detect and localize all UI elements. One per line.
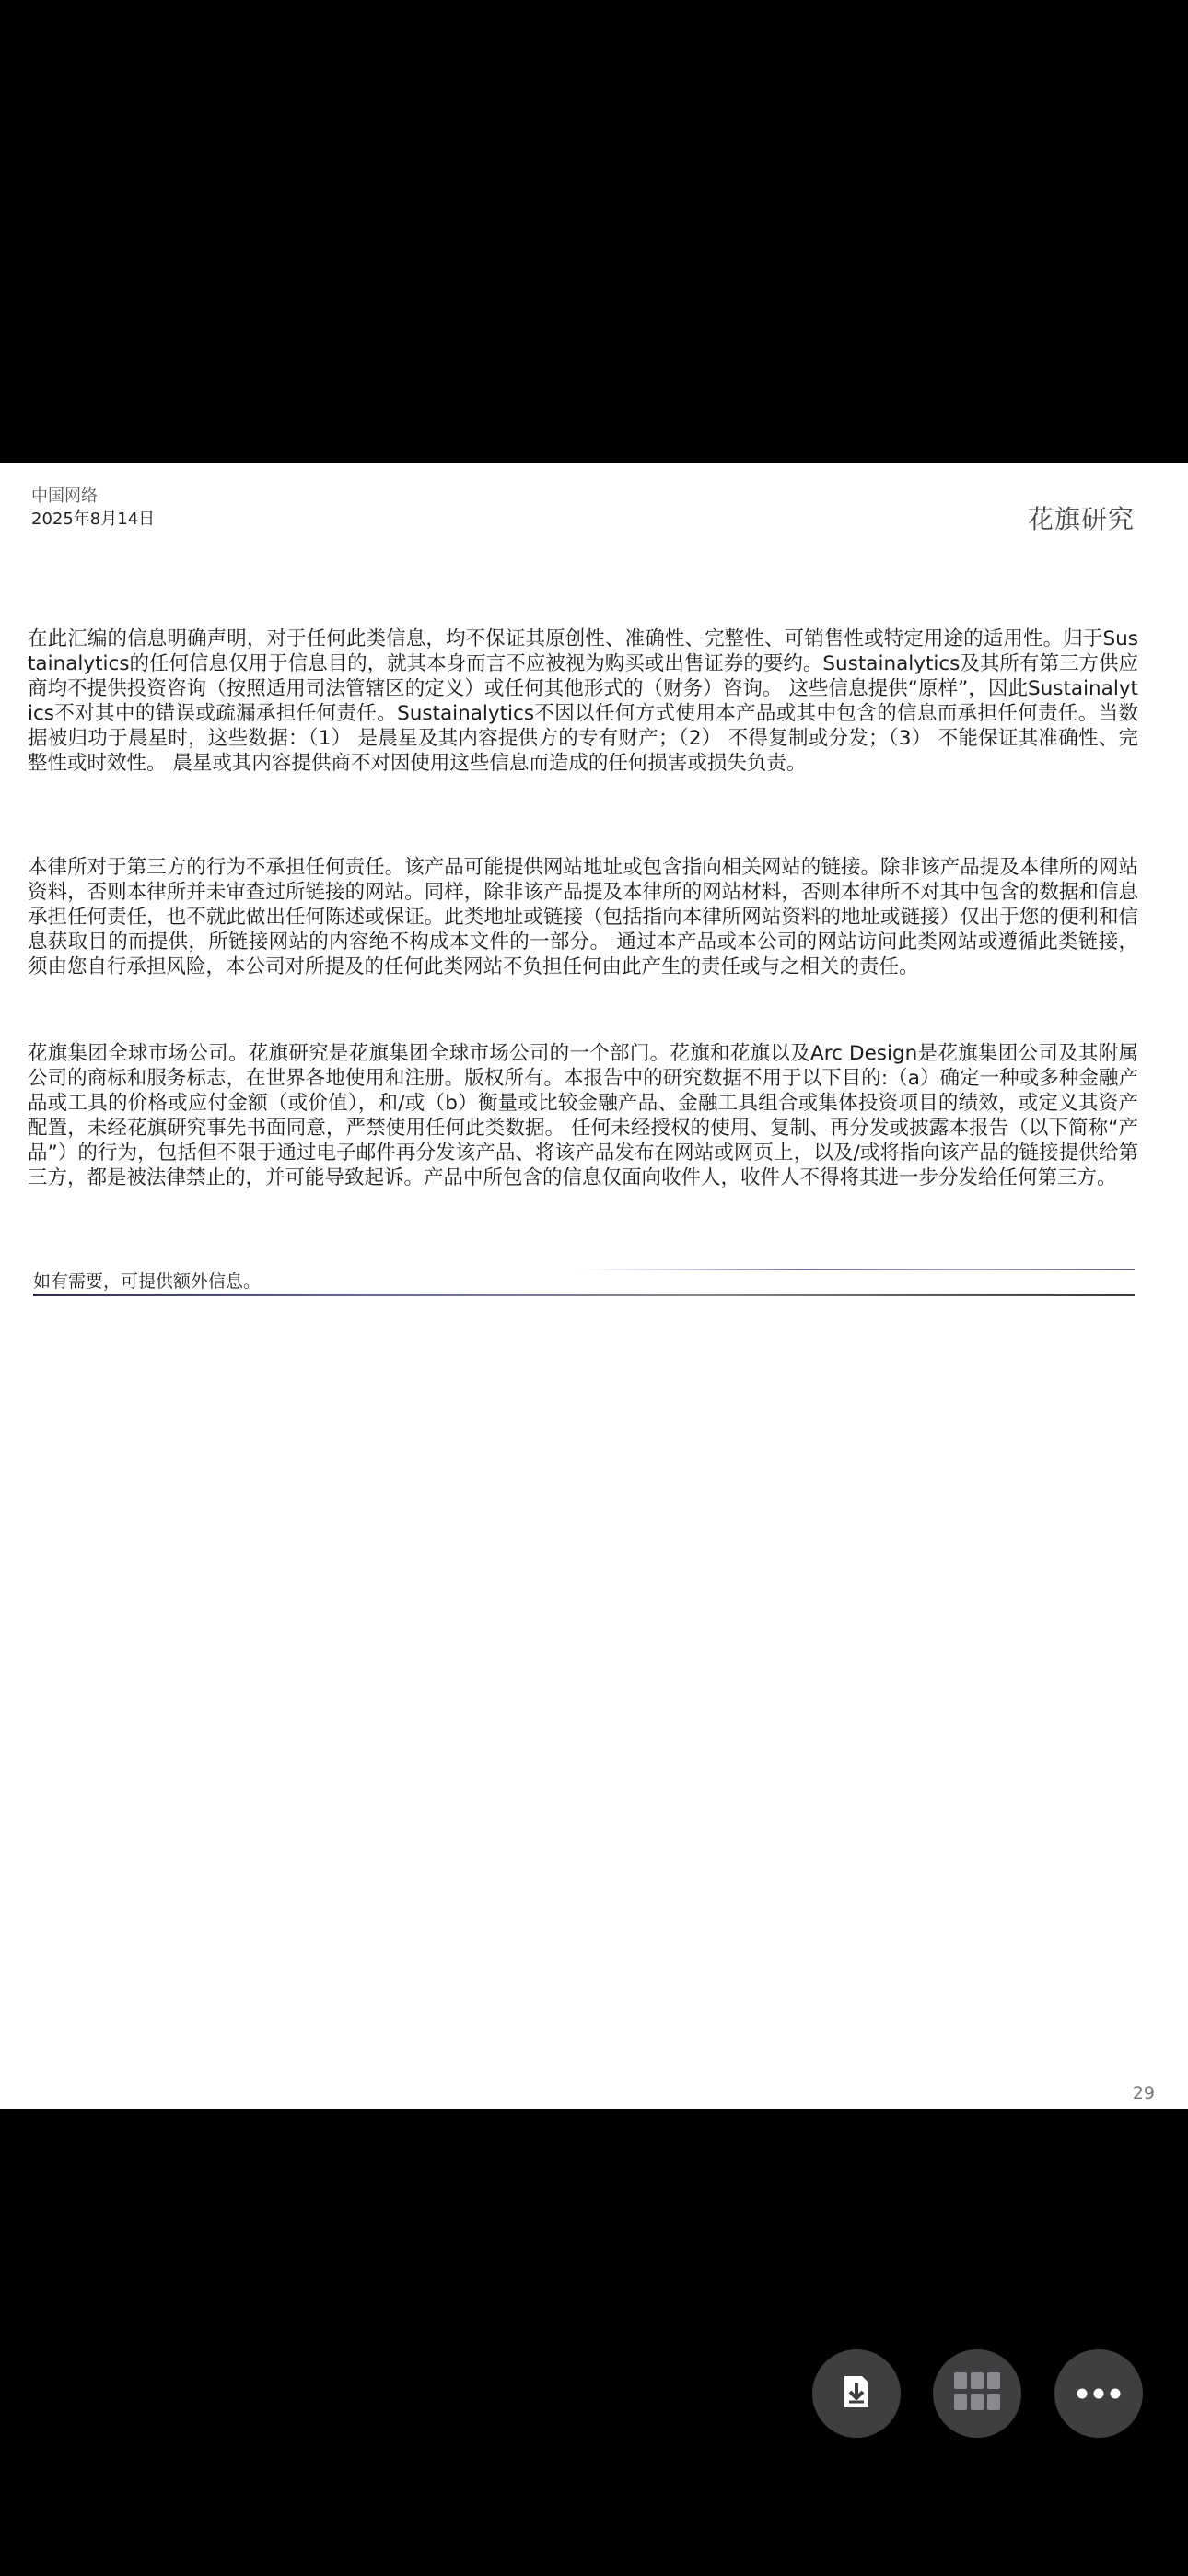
download-button[interactable] — [812, 2349, 901, 2438]
brand-title: 花旗研究 — [1027, 504, 1135, 534]
disclaimer-paragraph-1: 在此汇编的信息明确声明，对于任何此类信息，均不保证其原创性、准确性、完整性、可销售性或特定用途的适用性。归于Sustainalytics的任何信息仅用于信息目的，就其本身而言不应被视为购买或出售证券的要约。Sustainalytics及其所有第三方供应商均不提供投资咨询（按照适用司法管辖区的定义）或任何其他形式的（财务）咨询。 这些信息提供“原样”，因此Sustainalytics不对其中的错误或疏漏承担任何责任。Sustainalytics不因以任何方式使用本产品或其中包含的信息而承担任何责任。当数据被归功于晨星时，这些数据：（1） 是晨星及其内容提供方的专有财产；（2） 不得复制或分发；（3） 不能保证其准确性、完整性或时效性。 晨星或其内容提供商不对因使用这些信息而造成的任何损害或损失负责。 — [28, 627, 1138, 775]
more-options-button[interactable] — [1054, 2349, 1143, 2438]
header-source: 中国网络 — [31, 486, 98, 506]
footnote-divider-bottom — [33, 1294, 1135, 1296]
page-number: 29 — [1132, 2083, 1155, 2103]
disclaimer-paragraph-2: 本律所对于第三方的行为不承担任何责任。该产品可能提供网站地址或包含指向相关网站的链接。除非该产品提及本律所的网站资料，否则本律所并未审查过所链接的网站。同样，除非该产品提及本律所的网站材料，否则本律所不对其中包含的数据和信息承担任何责任，也不就此做出任何陈述或保证。此类地址或链接（包括指向本律所网站资料的地址或链接）仅出于您的便利和信息获取目的而提供，所链接网站的内容绝不构成本文件的一部分。 通过本产品或本公司的网站访问此类网站或遵循此类链接，须由您自行承担风险，本公司对所提及的任何此类网站不负担任何由此产生的责任或与之相关的责任。 — [28, 856, 1138, 978]
more-icon — [1077, 2385, 1121, 2403]
footnote-text: 如有需要，可提供额外信息。 — [33, 1271, 262, 1292]
header-date: 2025年8月14日 — [31, 509, 156, 529]
footnote-divider-top — [580, 1269, 1135, 1270]
grid-view-button[interactable] — [933, 2349, 1021, 2438]
download-icon — [835, 2371, 878, 2417]
document-page[interactable] — [0, 463, 1188, 2109]
disclaimer-paragraph-3: 花旗集团全球市场公司。花旗研究是花旗集团全球市场公司的一个部门。花旗和花旗以及Arc Design是花旗集团公司及其附属公司的商标和服务标志，在世界各地使用和注册。版权所有。本报告中的研究数据不用于以下目的:（a）确定一种或多种金融产品或工具的价格或应付金额（或价值），和/或（b）衡量或比较金融产品、金融工具组合或集体投资项目的绩效，或定义其资产配置，未经花旗研究事先书面同意，严禁使用任何此类数据。 任何未经授权的使用、复制、再分发或披露本报告（以下简称“产品”）的行为，包括但不限于通过电子邮件再分发该产品、将该产品发布在网站或网页上，以及/或将指向该产品的链接提供给第三方，都是被法律禁止的，并可能导致起诉。产品中所包含的信息仅面向收件人，收件人不得将其进一步分发给任何第三方。 — [28, 1042, 1138, 1189]
grid-icon — [954, 2372, 1000, 2415]
